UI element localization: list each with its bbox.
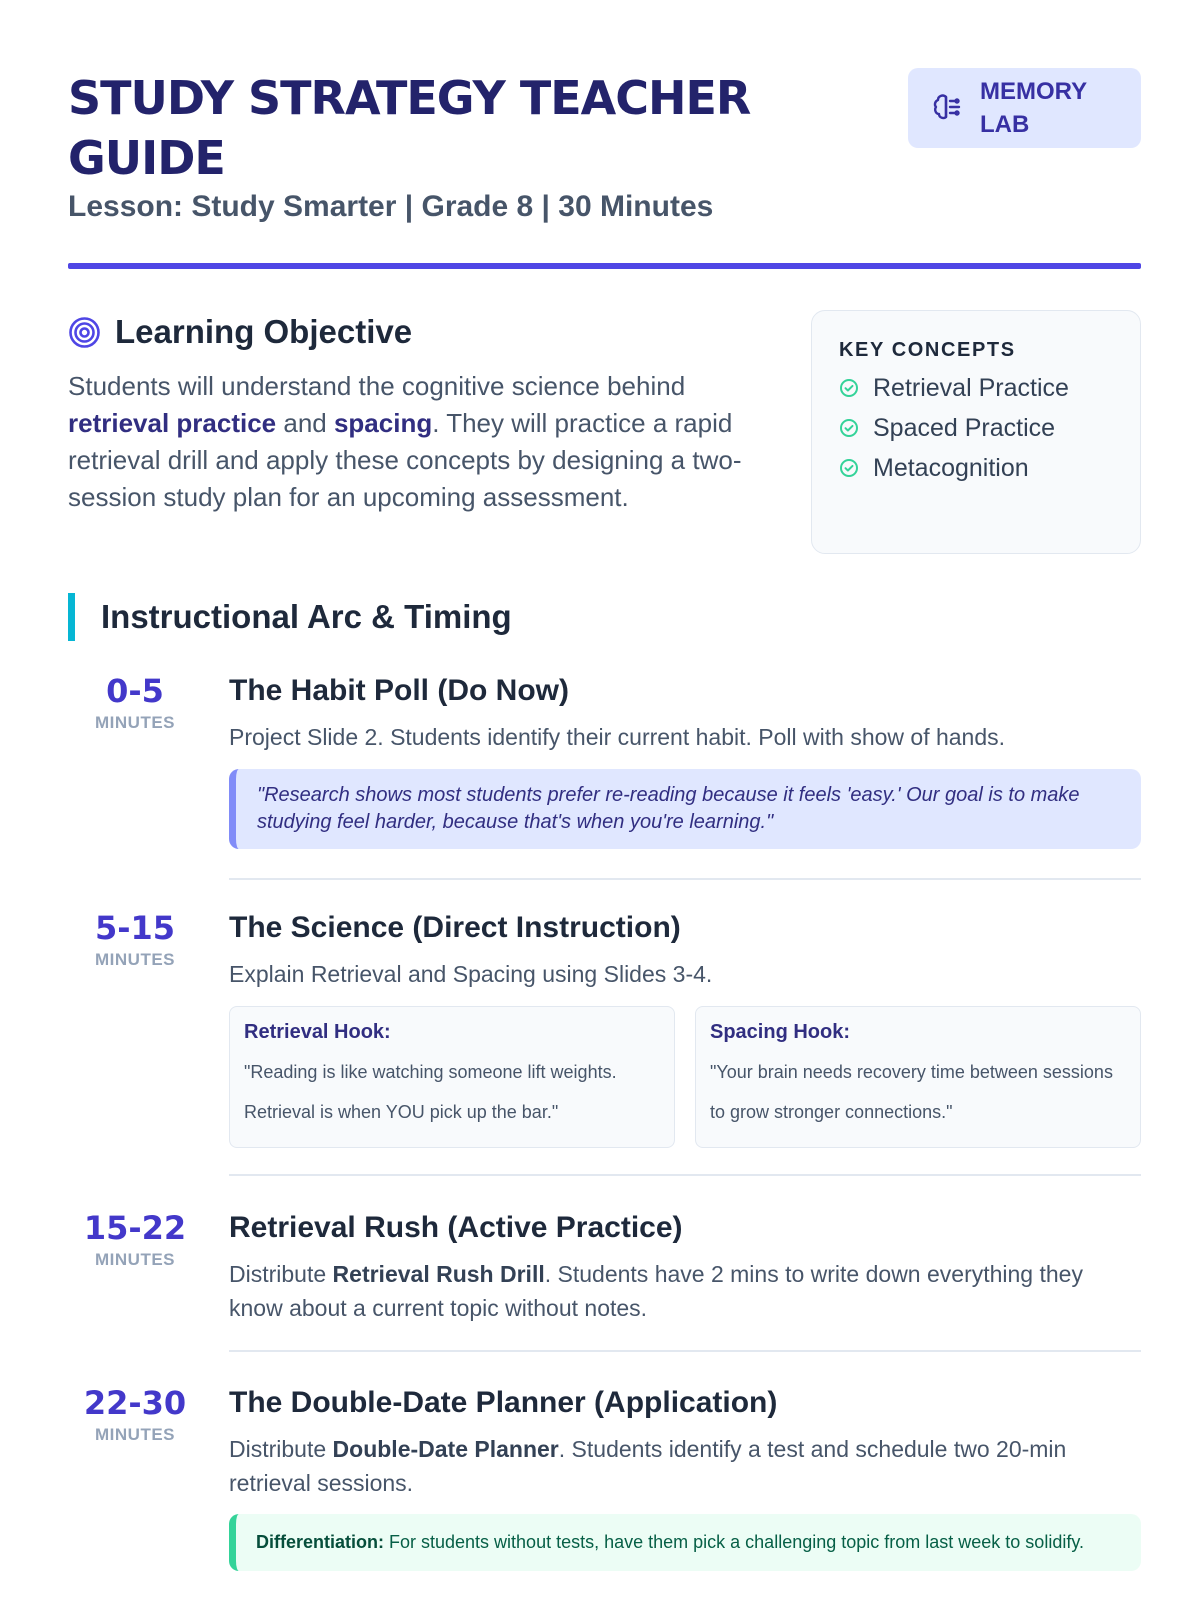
step-title: Retrieval Rush (Active Practice) (229, 1211, 683, 1244)
concept-item (839, 408, 1140, 448)
step-time-range: 5-15 (94, 909, 176, 947)
step-time-unit: MINUTES (95, 1425, 175, 1444)
hook-text: "Your brain needs recovery time between sessions to grow stronger connections." (710, 1062, 1113, 1122)
step-body (229, 671, 1141, 849)
step-time (68, 1208, 202, 1270)
badge-label: MEMORY LAB (980, 78, 1088, 138)
objective-title: Learning Objective (115, 313, 413, 350)
header (68, 68, 1141, 268)
teacher-guide-page (68, 68, 1141, 1552)
check-circle-icon (839, 458, 859, 478)
step-description (229, 1432, 1141, 1500)
lesson-subtitle: Lesson: Study Smarter | Grade 8 | 30 Minutes (68, 190, 714, 223)
memory-lab-badge (908, 68, 1141, 148)
arc-title: Instructional Arc & Timing (101, 598, 512, 635)
retrieval-hook-card (229, 1006, 675, 1148)
concept-item (839, 448, 1140, 488)
step-time-range: 0-5 (106, 672, 164, 710)
step-title: The Science (Direct Instruction) (229, 911, 681, 944)
concept-item (839, 368, 1140, 408)
spacing-hook-card (695, 1006, 1141, 1148)
step-body (229, 1383, 1141, 1571)
objective-text (68, 368, 758, 516)
desc-text: . Students have 2 mins to write down everything they know about a current topic without notes. (229, 1261, 1083, 1321)
hooks-row (229, 1006, 1141, 1148)
step-time (68, 908, 202, 970)
objective-term-spacing: spacing (333, 408, 433, 438)
objective-term-retrieval: retrieval practice (68, 408, 277, 438)
step-title: The Habit Poll (Do Now) (229, 674, 569, 707)
objective-text-part: Students will understand the cognitive science behind (68, 371, 686, 401)
step-body (229, 908, 1141, 1148)
learning-objective (68, 310, 758, 516)
step-time (68, 1383, 202, 1445)
desc-text: Distribute (229, 1436, 333, 1462)
step-description (229, 1257, 1141, 1325)
teacher-quote: "Research shows most students prefer re-reading because it feels 'easy.' Our goal is to make studying feel harder, because that's when you're learning." (229, 769, 1141, 849)
objective-text-part: and (276, 408, 334, 438)
differentiation-text: For students without tests, have them pick a challenging topic from last week to solidify. (384, 1532, 1084, 1552)
handout-name: Double-Date Planner (332, 1436, 559, 1462)
check-circle-icon (839, 418, 859, 438)
arc-accent-bar (68, 593, 75, 641)
step-title: The Double-Date Planner (Application) (229, 1386, 778, 1419)
concept-label: Metacognition (873, 453, 1029, 482)
hook-title: Retrieval Hook: (244, 1021, 391, 1043)
header-divider (68, 263, 1141, 269)
handout-name: Retrieval Rush Drill (332, 1261, 545, 1287)
step-time-unit: MINUTES (95, 713, 175, 732)
page-title: STUDY STRATEGY TEACHER GUIDE (68, 71, 751, 185)
step-description: Explain Retrieval and Spacing using Slides 3-4. (229, 961, 713, 987)
step-time-range: 15-22 (83, 1209, 187, 1247)
step-description: Project Slide 2. Students identify their current habit. Poll with show of hands. (229, 724, 1006, 750)
check-circle-icon (839, 378, 859, 398)
step-divider (229, 1350, 1141, 1352)
step-time-unit: MINUTES (95, 1250, 175, 1269)
desc-text: Distribute (229, 1261, 333, 1287)
key-concepts-label: KEY CONCEPTS (839, 339, 1016, 361)
step-divider (229, 1174, 1141, 1176)
differentiation-label: Differentiation: (256, 1532, 384, 1552)
objective-heading (68, 310, 758, 354)
step-time-unit: MINUTES (95, 950, 175, 969)
brain-icon (930, 91, 964, 125)
arc-heading (68, 593, 512, 641)
step-divider (229, 878, 1141, 880)
step-time (68, 671, 202, 733)
concept-label: Retrieval Practice (873, 373, 1069, 402)
step-body (229, 1208, 1141, 1325)
desc-text: . Students identify a test and schedule two 20-min retrieval sessions. (229, 1436, 1067, 1496)
differentiation-note (229, 1514, 1141, 1571)
target-icon (68, 316, 101, 349)
hook-text: "Reading is like watching someone lift weights. Retrieval is when YOU pick up the bar." (244, 1062, 617, 1122)
concept-label: Spaced Practice (873, 413, 1056, 442)
objective-text-part: . They will practice a rapid retrieval drill and apply these concepts by designing a two-session study plan for an upcoming assessment. (68, 408, 742, 512)
step-time-range: 22-30 (83, 1384, 187, 1422)
key-concepts-card (811, 310, 1141, 554)
hook-title: Spacing Hook: (710, 1021, 851, 1043)
